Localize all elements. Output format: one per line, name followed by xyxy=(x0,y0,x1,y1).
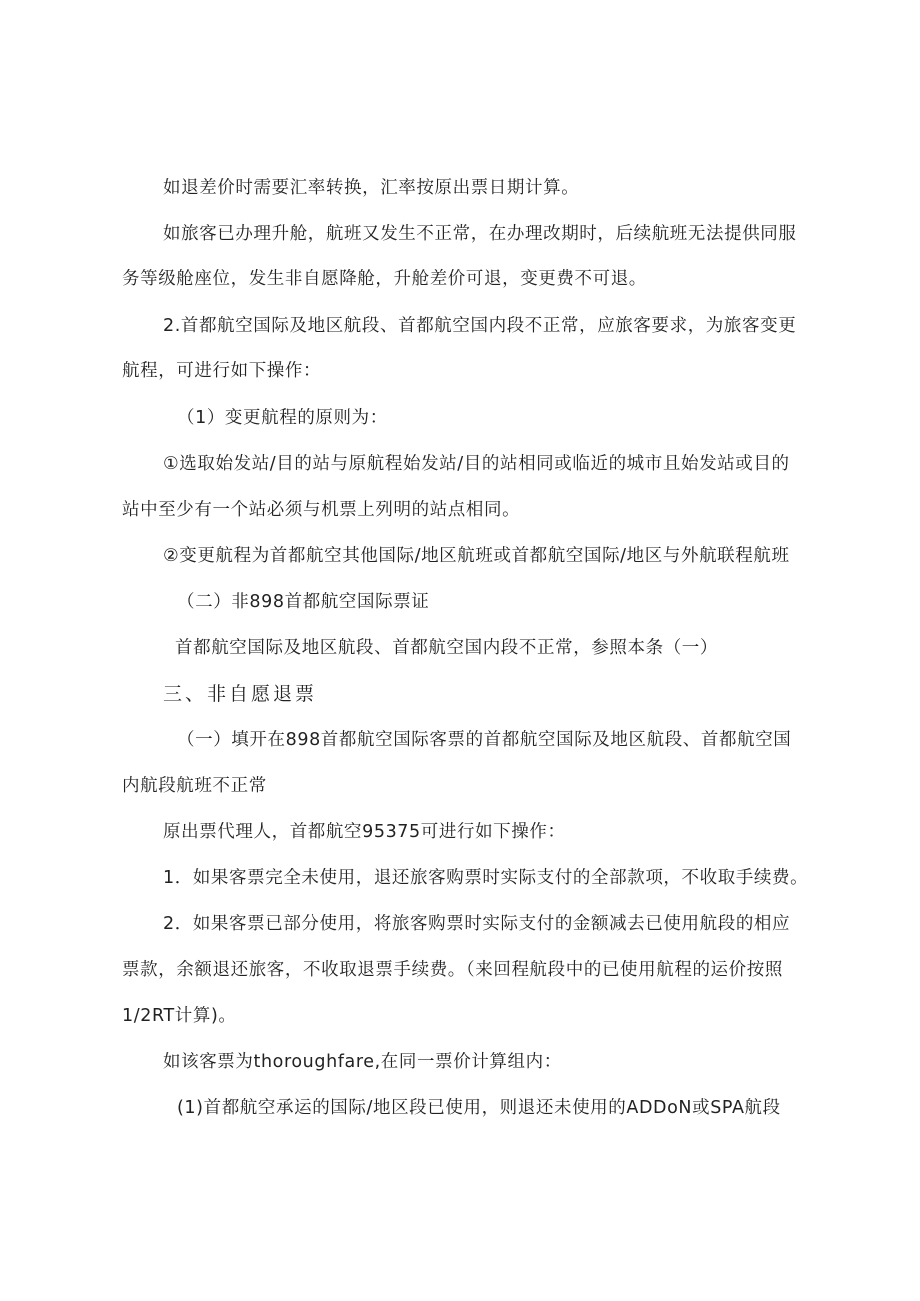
paragraph-item-2-line-2: 航程，可进行如下操作： xyxy=(122,361,322,381)
paragraph-principle-2: ②变更航程为首都航空其他国际/地区航班或首都航空国际/地区与外航联程航班 xyxy=(163,546,790,566)
paragraph-rule-2-line-2: 票款，余额退还旅客，不收取退票手续费。（来回程航段中的已使用航程的运价按照 xyxy=(122,960,783,980)
paragraph-rule-2-line-1: 2．如果客票已部分使用，将旅客购票时实际支付的金额减去已使用航段的相应 xyxy=(163,914,791,934)
subheading-non-898: （二）非898首都航空国际票证 xyxy=(177,592,430,612)
subheading-change-principle: （1）变更航程的原则为： xyxy=(177,408,388,428)
paragraph-upgrade-line-2: 务等级舱座位，发生非自愿降舱，升舱差价可退，变更费不可退。 xyxy=(122,269,647,289)
paragraph-item-2-line-1: 2.首都航空国际及地区航段、首都航空国内段不正常，应旅客要求，为旅客变更 xyxy=(163,316,797,336)
subheading-898-line-1: （一）填开在898首都航空国际客票的首都航空国际及地区航段、首都航空国 xyxy=(177,730,792,750)
paragraph-upgrade-line-1: 如旅客已办理升舱，航班又发生不正常，在办理改期时，后续航班无法提供同服 xyxy=(163,224,797,244)
paragraph-agent: 原出票代理人，首都航空95375可进行如下操作： xyxy=(163,822,566,842)
paragraph-thoroughfare: 如该客票为thoroughfare,在同一票价计算组内： xyxy=(163,1052,562,1072)
paragraph-non-898: 首都航空国际及地区航段、首都航空国内段不正常，参照本条（一） xyxy=(175,638,718,658)
paragraph-principle-1-line-2: 站中至少有一个站必须与机票上列明的站点相同。 xyxy=(122,500,521,520)
paragraph-sub-item-1: (1)首都航空承运的国际/地区段已使用，则退还未使用的ADDoN或SPA航段 xyxy=(177,1098,781,1118)
paragraph-rule-2-line-3: 1/2RT计算)。 xyxy=(122,1006,237,1026)
subheading-898-line-2: 内航段航班不正常 xyxy=(122,776,267,796)
paragraph-rule-1: 1．如果客票完全未使用，退还旅客购票时实际支付的全部款项，不收取手续费。 xyxy=(163,868,809,888)
paragraph-exchange-rate: 如退差价时需要汇率转换，汇率按原出票日期计算。 xyxy=(163,178,580,198)
section-heading-involuntary-refund: 三、非自愿退票 xyxy=(163,683,318,705)
paragraph-principle-1-line-1: ①选取始发站/目的站与原航程始发站/目的站相同或临近的城市且始发站或目的 xyxy=(163,454,790,474)
